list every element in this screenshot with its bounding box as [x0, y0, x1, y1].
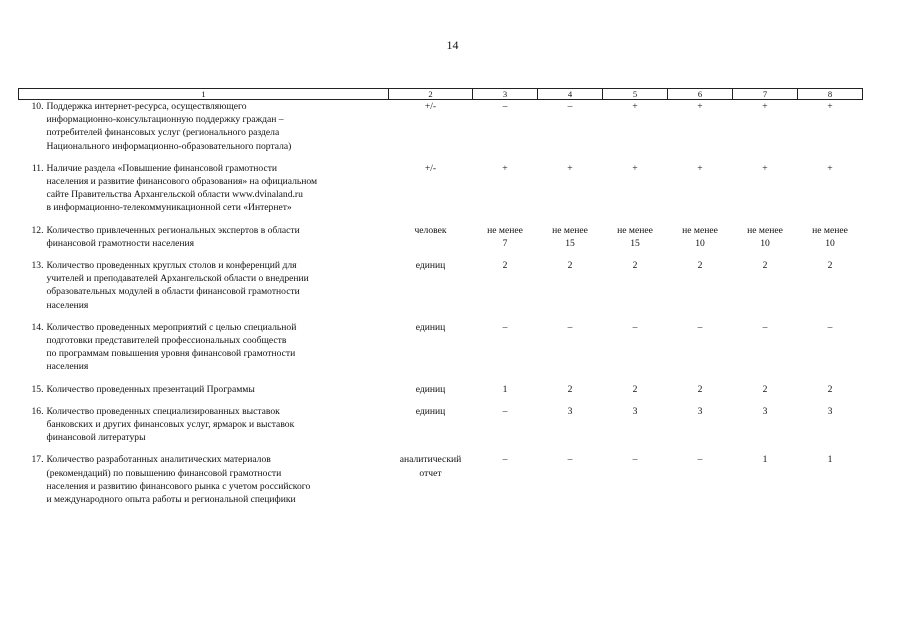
indicators-table	[18, 88, 863, 506]
value-cell	[798, 321, 863, 374]
row-gap	[19, 396, 863, 405]
value-cell	[603, 383, 668, 396]
value-cell	[668, 321, 733, 374]
value-text: –	[502, 454, 508, 466]
value-text: –	[827, 321, 833, 333]
value-text: +	[827, 162, 833, 174]
value-text: не менее 7	[487, 224, 523, 249]
row-number: 10.	[31, 101, 44, 112]
value-cell	[798, 224, 863, 250]
row-text: Наличие раздела «Повышение финансовой грамотности населения и развитие финансового образования» на официальном сайте Правительства Архангельской области www.dvinaland.ru в информационно-телекоммуникационной сети «Интернет»	[46, 162, 318, 214]
row-number: 16.	[31, 405, 44, 417]
value-cell	[538, 321, 603, 374]
table-row	[19, 383, 863, 396]
header-cell-3: 3	[473, 89, 538, 100]
unit-text: единиц	[415, 383, 446, 395]
value-text: +	[762, 101, 768, 112]
row-gap	[19, 374, 863, 383]
value-text: –	[632, 321, 638, 333]
unit-text: +/-	[424, 162, 437, 174]
value-cell	[733, 259, 798, 312]
header-cell-4: 4	[538, 89, 603, 100]
value-cell	[798, 259, 863, 312]
row-number: 17.	[31, 454, 44, 466]
value-text: +	[697, 162, 703, 174]
value-cell	[473, 259, 538, 312]
row-number: 12.	[31, 224, 44, 236]
value-text: 3	[632, 405, 638, 417]
value-cell	[798, 100, 863, 153]
value-text: 2	[632, 383, 638, 395]
value-cell	[733, 321, 798, 374]
table-header	[19, 89, 863, 100]
value-text: +	[632, 101, 638, 112]
header-cell-7: 7	[733, 89, 798, 100]
value-text: 2	[632, 260, 638, 272]
row-number: 13.	[31, 260, 44, 272]
unit-cell	[389, 383, 473, 396]
row-description	[19, 100, 389, 153]
row-gap	[19, 153, 863, 162]
value-cell	[733, 162, 798, 215]
value-cell	[733, 100, 798, 153]
value-text: +	[632, 162, 638, 174]
value-cell	[668, 383, 733, 396]
value-text: –	[502, 405, 508, 417]
header-row	[19, 89, 863, 100]
value-text: +	[697, 101, 703, 112]
row-gap	[19, 312, 863, 321]
value-text: –	[697, 454, 703, 466]
value-cell	[668, 100, 733, 153]
value-text: 2	[827, 260, 833, 272]
unit-cell	[389, 162, 473, 215]
unit-text: +/-	[424, 101, 437, 112]
table-row	[19, 224, 863, 250]
value-text: +	[762, 162, 768, 174]
value-cell	[473, 100, 538, 153]
value-cell	[538, 259, 603, 312]
value-text: 3	[827, 405, 833, 417]
value-cell	[798, 162, 863, 215]
value-text: 3	[762, 405, 768, 417]
row-gap	[19, 215, 863, 224]
unit-text: аналитический отчет	[399, 454, 462, 479]
row-description	[19, 259, 389, 312]
row-gap	[19, 444, 863, 453]
value-cell	[668, 224, 733, 250]
value-cell	[538, 383, 603, 396]
value-text: 2	[697, 260, 703, 272]
value-cell	[538, 453, 603, 506]
row-number: 11.	[31, 162, 44, 174]
value-text: не менее 15	[617, 224, 653, 249]
value-cell	[798, 453, 863, 506]
table-row	[19, 162, 863, 215]
table-row	[19, 321, 863, 374]
header-cell-8: 8	[798, 89, 863, 100]
value-text: не менее 15	[552, 224, 588, 249]
row-text: Количество проведенных круглых столов и конференций для учителей и преподавателей Архангельской области о внедрении образовательных модулей в области финансовой грамотности населения	[46, 260, 309, 311]
page-number: 14	[446, 38, 459, 52]
value-cell	[603, 224, 668, 250]
value-text: не менее 10	[747, 224, 783, 249]
value-text: +	[827, 101, 833, 112]
value-text: +	[502, 162, 508, 174]
value-text: –	[697, 321, 703, 333]
value-text: –	[502, 101, 508, 112]
value-cell	[473, 383, 538, 396]
value-cell	[798, 405, 863, 445]
value-text: 2	[762, 383, 768, 395]
value-cell	[668, 162, 733, 215]
unit-cell	[389, 259, 473, 312]
table-row	[19, 405, 863, 445]
unit-text: единиц	[415, 260, 446, 272]
row-text: Количество проведенных презентаций Программы	[46, 383, 255, 395]
value-cell	[603, 162, 668, 215]
value-text: –	[632, 454, 638, 466]
value-cell	[473, 405, 538, 445]
unit-cell	[389, 405, 473, 445]
unit-cell	[389, 100, 473, 153]
table-row	[19, 100, 863, 153]
value-cell	[798, 383, 863, 396]
value-cell	[538, 224, 603, 250]
value-cell	[473, 224, 538, 250]
value-text: 2	[567, 383, 573, 395]
unit-cell	[389, 321, 473, 374]
header-cell-1: 1	[19, 89, 389, 100]
row-description	[19, 383, 389, 396]
value-text: 1	[762, 454, 768, 466]
unit-cell	[389, 453, 473, 506]
value-cell	[603, 259, 668, 312]
value-text: 2	[697, 383, 703, 395]
value-cell	[733, 405, 798, 445]
value-cell	[473, 162, 538, 215]
value-cell	[603, 321, 668, 374]
row-number: 14.	[31, 321, 44, 333]
value-cell	[733, 453, 798, 506]
value-cell	[603, 100, 668, 153]
table-body	[19, 100, 863, 507]
value-cell	[603, 453, 668, 506]
value-text: 1	[827, 454, 833, 466]
value-cell	[473, 321, 538, 374]
value-text: –	[762, 321, 768, 333]
value-text: не менее 10	[682, 224, 718, 249]
row-text: Количество разработанных аналитических материалов (рекомендаций) по повышению финансовой грамотности населения и развитию финансового рынка с учетом российского и международного опыта работы и региональной специфики	[46, 454, 311, 506]
value-cell	[538, 405, 603, 445]
value-cell	[668, 405, 733, 445]
value-text: –	[567, 101, 573, 112]
header-cell-2: 2	[389, 89, 473, 100]
row-text: Количество привлеченных региональных экспертов в области финансовой грамотности населения	[46, 224, 300, 249]
row-description	[19, 321, 389, 374]
header-cell-6: 6	[668, 89, 733, 100]
row-description	[19, 405, 389, 445]
value-text: –	[567, 454, 573, 466]
value-text: –	[502, 321, 508, 333]
value-text: +	[567, 162, 573, 174]
value-text: –	[567, 321, 573, 333]
row-description	[19, 453, 389, 506]
unit-text: единиц	[415, 321, 446, 333]
row-text: Количество проведенных специализированных выставок банковских и других финансовых услуг, ярмарок и выставок финансовой литературы	[46, 405, 295, 444]
value-text: 2	[502, 260, 508, 272]
value-cell	[733, 383, 798, 396]
value-text: 2	[762, 260, 768, 272]
value-cell	[538, 100, 603, 153]
row-text: Поддержка интернет-ресурса, осуществляющего информационно-консультационную поддержку граждан – потребителей финансовых услуг (регионального раздела Национального информационно-образовательного портала)	[46, 101, 292, 152]
value-cell	[603, 405, 668, 445]
row-text: Количество проведенных мероприятий с целью специальной подготовки представителей профессиональных сообществ по программам повышения уровня финансовой грамотности населения	[46, 321, 297, 373]
row-description	[19, 224, 389, 250]
row-gap	[19, 250, 863, 259]
value-text: 2	[567, 260, 573, 272]
value-cell	[473, 453, 538, 506]
table-row	[19, 259, 863, 312]
unit-text: единиц	[415, 405, 446, 417]
unit-cell	[389, 224, 473, 250]
value-text: 3	[567, 405, 573, 417]
value-cell	[538, 162, 603, 215]
value-text: 3	[697, 405, 703, 417]
table-row	[19, 453, 863, 506]
row-description	[19, 162, 389, 215]
value-text: 2	[827, 383, 833, 395]
value-cell	[668, 453, 733, 506]
header-cell-5: 5	[603, 89, 668, 100]
value-text: не менее 10	[812, 224, 848, 249]
value-text: 1	[502, 383, 508, 395]
value-cell	[668, 259, 733, 312]
unit-text: человек	[414, 224, 447, 236]
row-number: 15.	[31, 383, 44, 395]
value-cell	[733, 224, 798, 250]
